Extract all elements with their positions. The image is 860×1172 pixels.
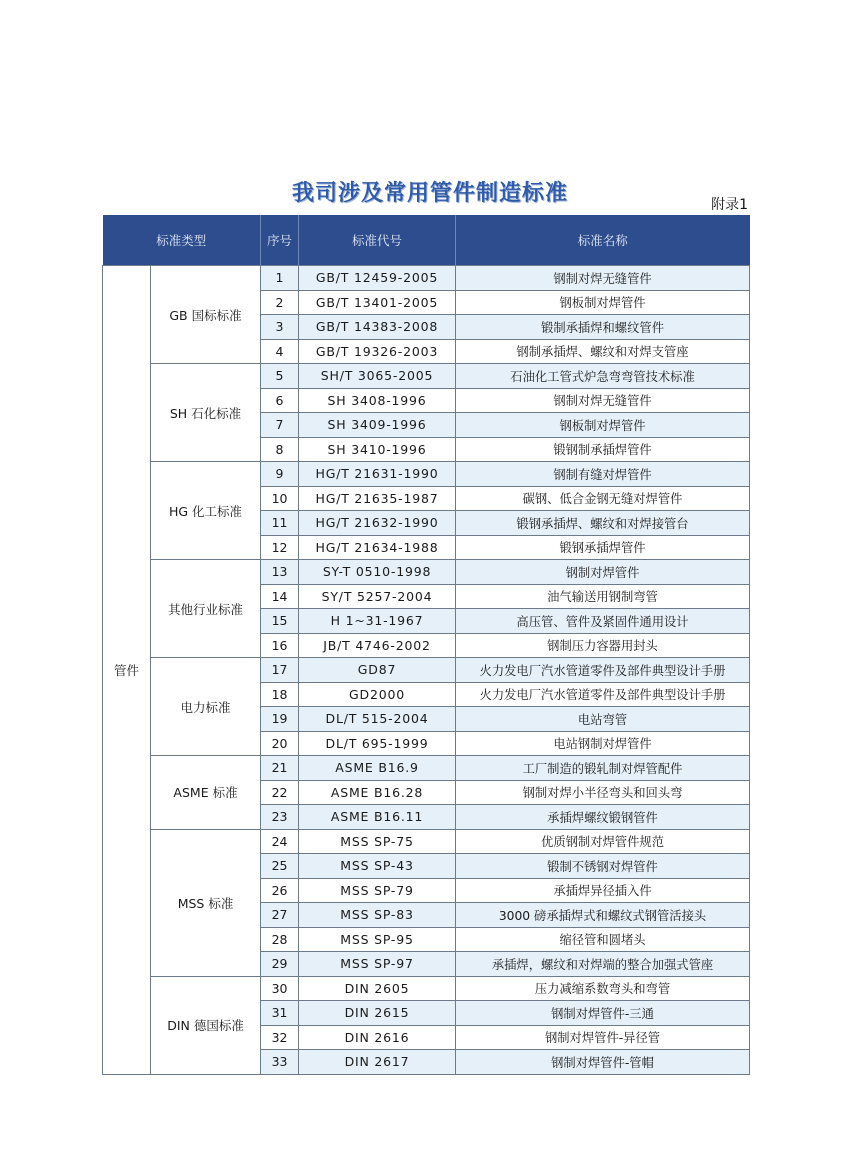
name-cell: 钢板制对焊管件 <box>456 413 750 438</box>
table-row <box>103 756 750 781</box>
name-cell: 3000 磅承插焊式和螺纹式钢管活接头 <box>456 903 750 928</box>
appendix-label: 附录1 <box>711 197 748 213</box>
code-cell: ASME B16.28 <box>299 780 456 805</box>
seq-cell: 24 <box>261 829 299 854</box>
name-cell: 优质钢制对焊管件规范 <box>456 829 750 854</box>
name-cell: 锻钢制承插焊管件 <box>456 437 750 462</box>
code-cell: SH 3409-1996 <box>299 413 456 438</box>
name-cell: 钢制对焊无缝管件 <box>456 388 750 413</box>
name-cell: 高压管、管件及紧固件通用设计 <box>456 609 750 634</box>
seq-cell: 26 <box>261 878 299 903</box>
name-cell: 工厂制造的锻轧制对焊管配件 <box>456 756 750 781</box>
code-cell: HG/T 21632-1990 <box>299 511 456 536</box>
code-cell: HG/T 21631-1990 <box>299 462 456 487</box>
name-cell: 钢制对焊无缝管件 <box>456 266 750 291</box>
name-cell: 锻制承插焊和螺纹管件 <box>456 315 750 340</box>
seq-cell: 17 <box>261 658 299 683</box>
header-type: 标准类型 <box>103 215 261 266</box>
seq-cell: 28 <box>261 927 299 952</box>
code-cell: H 1~31-1967 <box>299 609 456 634</box>
group-label-cell: DIN 德国标准 <box>151 976 261 1074</box>
seq-cell: 10 <box>261 486 299 511</box>
code-cell: DIN 2616 <box>299 1025 456 1050</box>
table-body <box>103 266 750 1075</box>
seq-cell: 16 <box>261 633 299 658</box>
group-label-cell: 其他行业标准 <box>151 560 261 658</box>
name-cell: 锻钢承插焊、螺纹和对焊接管台 <box>456 511 750 536</box>
code-cell: ASME B16.9 <box>299 756 456 781</box>
code-cell: HG/T 21635-1987 <box>299 486 456 511</box>
code-cell: MSS SP-75 <box>299 829 456 854</box>
name-cell: 电站钢制对焊管件 <box>456 731 750 756</box>
seq-cell: 19 <box>261 707 299 732</box>
name-cell: 钢制承插焊、螺纹和对焊支管座 <box>456 339 750 364</box>
seq-cell: 27 <box>261 903 299 928</box>
name-cell: 锻钢承插焊管件 <box>456 535 750 560</box>
code-cell: GB/T 12459-2005 <box>299 266 456 291</box>
table-row <box>103 462 750 487</box>
seq-cell: 32 <box>261 1025 299 1050</box>
name-cell: 钢制对焊管件-异径管 <box>456 1025 750 1050</box>
name-cell: 钢制有缝对焊管件 <box>456 462 750 487</box>
group-label-cell: SH 石化标准 <box>151 364 261 462</box>
name-cell: 火力发电厂汽水管道零件及部件典型设计手册 <box>456 658 750 683</box>
code-cell: HG/T 21634-1988 <box>299 535 456 560</box>
code-cell: GB/T 19326-2003 <box>299 339 456 364</box>
name-cell: 承插焊螺纹锻钢管件 <box>456 805 750 830</box>
seq-cell: 13 <box>261 560 299 585</box>
name-cell: 钢制对焊小半径弯头和回头弯 <box>456 780 750 805</box>
seq-cell: 21 <box>261 756 299 781</box>
code-cell: MSS SP-95 <box>299 927 456 952</box>
code-cell: DIN 2605 <box>299 976 456 1001</box>
code-cell: JB/T 4746-2002 <box>299 633 456 658</box>
seq-cell: 18 <box>261 682 299 707</box>
name-cell: 钢制压力容器用封头 <box>456 633 750 658</box>
name-cell: 钢制对焊管件-三通 <box>456 1001 750 1026</box>
name-cell: 油气输送用钢制弯管 <box>456 584 750 609</box>
code-cell: SH/T 3065-2005 <box>299 364 456 389</box>
name-cell: 钢制对焊管件-管帽 <box>456 1050 750 1075</box>
code-cell: SY-T 0510-1998 <box>299 560 456 585</box>
table-row <box>103 364 750 389</box>
seq-cell: 8 <box>261 437 299 462</box>
code-cell: DL/T 695-1999 <box>299 731 456 756</box>
category-cell: 管件 <box>103 266 151 1075</box>
code-cell: MSS SP-83 <box>299 903 456 928</box>
seq-cell: 1 <box>261 266 299 291</box>
code-cell: SH 3408-1996 <box>299 388 456 413</box>
seq-cell: 4 <box>261 339 299 364</box>
seq-cell: 33 <box>261 1050 299 1075</box>
group-label-cell: ASME 标准 <box>151 756 261 830</box>
table-row <box>103 829 750 854</box>
seq-cell: 20 <box>261 731 299 756</box>
name-cell: 钢制对焊管件 <box>456 560 750 585</box>
page-title: 我司涉及常用管件制造标准 <box>291 181 568 206</box>
header-name: 标准名称 <box>456 215 750 266</box>
seq-cell: 22 <box>261 780 299 805</box>
table-row <box>103 658 750 683</box>
code-cell: GD87 <box>299 658 456 683</box>
seq-cell: 30 <box>261 976 299 1001</box>
name-cell: 火力发电厂汽水管道零件及部件典型设计手册 <box>456 682 750 707</box>
seq-cell: 7 <box>261 413 299 438</box>
header-seq: 序号 <box>261 215 299 266</box>
seq-cell: 6 <box>261 388 299 413</box>
seq-cell: 2 <box>261 290 299 315</box>
seq-cell: 25 <box>261 854 299 879</box>
seq-cell: 29 <box>261 952 299 977</box>
group-label-cell: HG 化工标准 <box>151 462 261 560</box>
table-header-row <box>103 215 750 266</box>
name-cell: 电站弯管 <box>456 707 750 732</box>
code-cell: MSS SP-43 <box>299 854 456 879</box>
group-label-cell: GB 国标标准 <box>151 266 261 364</box>
code-cell: DIN 2615 <box>299 1001 456 1026</box>
seq-cell: 23 <box>261 805 299 830</box>
standards-table <box>102 215 750 1075</box>
table-row <box>103 560 750 585</box>
table-row <box>103 976 750 1001</box>
code-cell: ASME B16.11 <box>299 805 456 830</box>
name-cell: 缩径管和圆堵头 <box>456 927 750 952</box>
code-cell: GB/T 14383-2008 <box>299 315 456 340</box>
header-code: 标准代号 <box>299 215 456 266</box>
name-cell: 钢板制对焊管件 <box>456 290 750 315</box>
group-label-cell: MSS 标准 <box>151 829 261 976</box>
table-row <box>103 266 750 291</box>
code-cell: GB/T 13401-2005 <box>299 290 456 315</box>
name-cell: 碳钢、低合金钢无缝对焊管件 <box>456 486 750 511</box>
seq-cell: 14 <box>261 584 299 609</box>
group-label-cell: 电力标准 <box>151 658 261 756</box>
code-cell: SY/T 5257-2004 <box>299 584 456 609</box>
seq-cell: 31 <box>261 1001 299 1026</box>
name-cell: 石油化工管式炉急弯弯管技术标准 <box>456 364 750 389</box>
seq-cell: 5 <box>261 364 299 389</box>
name-cell: 锻制不锈钢对焊管件 <box>456 854 750 879</box>
seq-cell: 3 <box>261 315 299 340</box>
code-cell: GD2000 <box>299 682 456 707</box>
seq-cell: 12 <box>261 535 299 560</box>
name-cell: 承插焊异径插入件 <box>456 878 750 903</box>
seq-cell: 15 <box>261 609 299 634</box>
name-cell: 承插焊，螺纹和对焊端的整合加强式管座 <box>456 952 750 977</box>
code-cell: DIN 2617 <box>299 1050 456 1075</box>
seq-cell: 9 <box>261 462 299 487</box>
seq-cell: 11 <box>261 511 299 536</box>
code-cell: SH 3410-1996 <box>299 437 456 462</box>
name-cell: 压力减缩系数弯头和弯管 <box>456 976 750 1001</box>
code-cell: DL/T 515-2004 <box>299 707 456 732</box>
code-cell: MSS SP-79 <box>299 878 456 903</box>
code-cell: MSS SP-97 <box>299 952 456 977</box>
